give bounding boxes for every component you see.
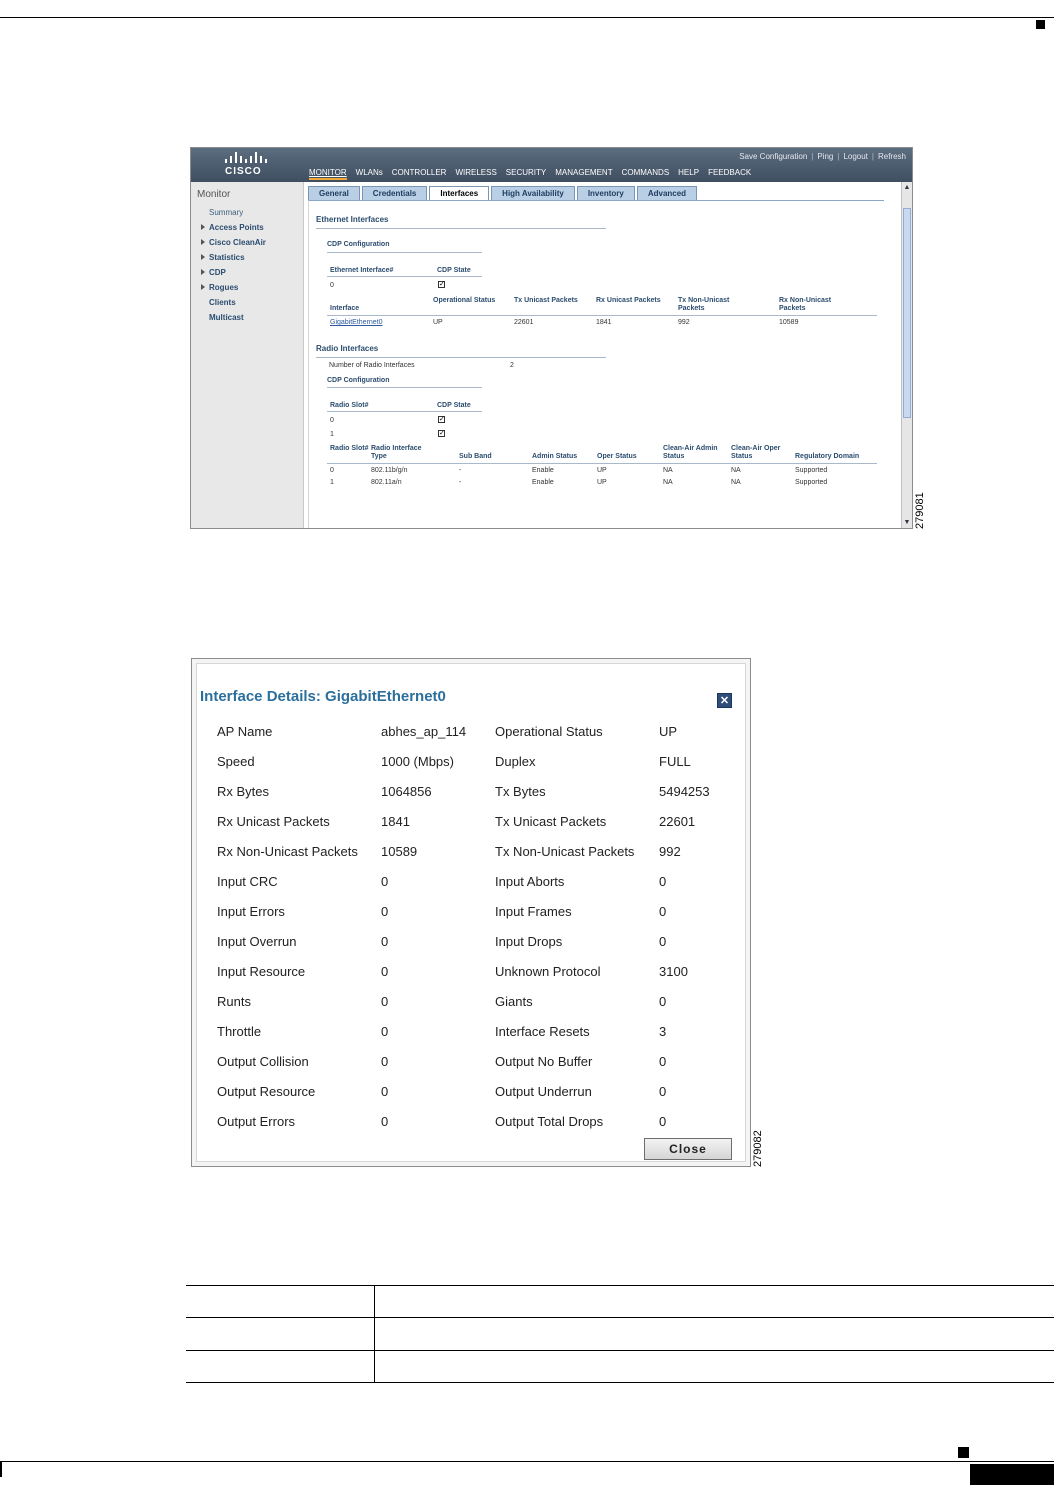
detail-label: Interface Resets (495, 1024, 590, 1039)
radio-cell: NA (731, 479, 741, 486)
num-radio-interfaces-label: Number of Radio Interfaces (329, 362, 415, 369)
ethernet-interfaces-heading: Ethernet Interfaces (316, 215, 389, 224)
sidebar-item-cdp[interactable] (201, 268, 226, 277)
wlc-header-bar (191, 148, 912, 182)
detail-value: 0 (381, 994, 389, 1009)
divider (316, 228, 606, 229)
menu-item-wlans[interactable]: WLANs (355, 168, 383, 177)
radio-cell: Enable (532, 467, 554, 474)
eth-header-2: Tx Unicast Packets (514, 297, 578, 304)
detail-label: Output Resource (217, 1084, 316, 1099)
detail-value: 3 (659, 1024, 667, 1039)
cisco-logo-bars-icon (225, 152, 267, 163)
table-rule (186, 1382, 1054, 1383)
menu-item-feedback[interactable]: FEEDBACK (708, 168, 752, 177)
sidebar-item-label: Summary (209, 208, 244, 217)
divider (327, 463, 877, 464)
eth-cell: UP (433, 319, 443, 326)
radio-cell: - (459, 467, 462, 474)
detail-label: Throttle (217, 1024, 262, 1039)
eth-header-0: Interface (330, 305, 360, 312)
detail-label: Output No Buffer (495, 1054, 593, 1069)
sidebar-item-cisco-cleanair[interactable] (201, 238, 266, 247)
table-column-rule (374, 1285, 375, 1383)
radio-cell: 1 (330, 479, 334, 486)
divider (327, 315, 877, 316)
eth-header-3: Rx Unicast Packets (596, 297, 661, 304)
page-footer-marker (958, 1447, 969, 1458)
sidebar-item-rogues[interactable] (201, 283, 238, 292)
sidebar-item-statistics[interactable] (201, 253, 245, 262)
detail-label: Rx Unicast Packets (217, 814, 330, 829)
dialog-body (196, 663, 746, 1162)
eth-cell: 22601 (514, 319, 534, 326)
ap-detail-tabs (308, 186, 697, 200)
table-rule (186, 1350, 1054, 1351)
page-number-block (970, 1464, 1054, 1485)
sidebar-item-multicast[interactable] (209, 313, 244, 322)
sidebar-item-summary[interactable] (209, 208, 243, 217)
detail-value: 0 (381, 1114, 389, 1129)
detail-value: 1064856 (381, 784, 432, 799)
detail-value: 0 (659, 874, 667, 889)
menu-item-help[interactable]: HELP (678, 168, 700, 177)
expand-arrow-icon (201, 224, 205, 230)
num-radio-interfaces-value: 2 (510, 362, 514, 369)
radio-header-0: Radio Slot# (330, 445, 369, 452)
page-footer-rule (0, 1461, 1054, 1462)
radio-cdp-config-heading: CDP Configuration (327, 377, 390, 384)
radio-cell: NA (731, 467, 741, 474)
detail-value: 0 (381, 1024, 389, 1039)
radio-cell: Supported (795, 479, 828, 486)
radio-cdp-header-slot: Radio Slot# (330, 402, 369, 409)
detail-label: Input Errors (217, 904, 285, 919)
detail-value: 0 (381, 874, 389, 889)
sidebar-item-label: Multicast (209, 313, 244, 322)
sidebar-item-label: Clients (209, 298, 236, 307)
divider (327, 387, 482, 388)
close-icon[interactable]: ✕ (717, 693, 732, 708)
radio-header-4: Oper Status (597, 453, 637, 460)
eth-cell: 1841 (596, 319, 612, 326)
sidebar-item-label: Access Points (209, 223, 264, 232)
detail-value: 22601 (659, 814, 696, 829)
page-top-rule (0, 17, 1054, 18)
menu-item-security[interactable]: SECURITY (505, 168, 547, 177)
radio-cell: Enable (532, 479, 554, 486)
close-button[interactable]: Close (644, 1138, 732, 1160)
monitor-sidebar (191, 182, 304, 528)
detail-value: 0 (659, 904, 667, 919)
cisco-logo (221, 152, 271, 180)
top-link-separator: | (811, 152, 814, 161)
dialog-title: Interface Details: GigabitEthernet0 (200, 688, 446, 705)
top-link-save-configuration[interactable]: Save Configuration (739, 152, 808, 161)
detail-label: Tx Non-Unicast Packets (495, 844, 635, 859)
expand-arrow-icon (201, 254, 205, 260)
tab-general[interactable]: General (308, 186, 360, 200)
radio-cell: 0 (330, 467, 334, 474)
detail-value: 0 (659, 1114, 667, 1129)
radio-header-1: Radio Interface Type (371, 445, 422, 460)
radio-cell: Supported (795, 467, 828, 474)
radio-cell: NA (663, 467, 673, 474)
radio-cdp-row-0-slot: 0 (330, 417, 334, 424)
eth-header-5: Rx Non-Unicast Packets (779, 297, 832, 312)
main-menu (309, 168, 751, 180)
scroll-up-icon[interactable]: ▲ (903, 184, 911, 191)
sidebar-item-label: CDP (209, 268, 226, 277)
detail-label: Input Aborts (495, 874, 565, 889)
page-corner-marker (1036, 20, 1045, 29)
expand-arrow-icon (201, 239, 205, 245)
detail-value: abhes_ap_114 (381, 724, 467, 739)
eth-cdp-row-0-interface: 0 (330, 282, 334, 289)
table-rule (186, 1317, 1054, 1318)
detail-value: 1000 (Mbps) (381, 754, 454, 769)
scroll-down-icon[interactable]: ▼ (903, 519, 911, 526)
cisco-wordmark: CISCO (225, 166, 262, 177)
divider (316, 357, 606, 358)
interfaces-panel (308, 200, 884, 528)
radio-cdp-row-1-slot: 1 (330, 431, 334, 438)
detail-label: Giants (495, 994, 533, 1009)
detail-value: 3100 (659, 964, 688, 979)
divider (327, 411, 482, 412)
menu-item-management[interactable]: MANAGEMENT (555, 168, 613, 177)
detail-label: Tx Unicast Packets (495, 814, 607, 829)
eth-header-1: Operational Status (433, 297, 496, 304)
detail-value: 0 (381, 904, 389, 919)
figure-2-id: 279082 (752, 1130, 764, 1167)
radio-header-5: Clean-Air Admin Status (663, 445, 718, 460)
detail-label: Input Resource (217, 964, 306, 979)
expand-arrow-icon (201, 284, 205, 290)
sidebar-item-access-points[interactable] (201, 223, 264, 232)
detail-value: 0 (659, 994, 667, 1009)
detail-value: FULL (659, 754, 691, 769)
divider (327, 276, 482, 277)
top-links (739, 152, 906, 161)
detail-label: Output Underrun (495, 1084, 592, 1099)
detail-value: UP (659, 724, 678, 739)
wlc-monitor-screenshot (190, 147, 913, 529)
top-link-ping[interactable]: Ping (817, 152, 834, 161)
radio-header-6: Clean-Air Oper Status (731, 445, 781, 460)
detail-label: Output Errors (217, 1114, 296, 1129)
tab-credentials[interactable]: Credentials (362, 186, 428, 200)
detail-label: Input Frames (495, 904, 572, 919)
top-link-refresh[interactable]: Refresh (877, 152, 906, 161)
detail-value: 1841 (381, 814, 410, 829)
detail-label: Duplex (495, 754, 536, 769)
detail-value: 5494253 (659, 784, 710, 799)
sidebar-title: Monitor (197, 189, 231, 200)
detail-label: Rx Bytes (217, 784, 270, 799)
detail-value: 0 (381, 934, 389, 949)
eth-cdp-header-interface: Ethernet Interface# (330, 267, 394, 274)
detail-label: Input Overrun (217, 934, 297, 949)
radio-cell: NA (663, 479, 673, 486)
radio-cdp-header-state: CDP State (437, 402, 471, 409)
detail-value: 0 (381, 1054, 389, 1069)
parameter-table (186, 1285, 1054, 1383)
radio-cell: UP (597, 479, 607, 486)
top-link-separator: | (871, 152, 874, 161)
detail-label: Output Total Drops (495, 1114, 604, 1129)
tab-inventory[interactable]: Inventory (577, 186, 635, 200)
divider (327, 252, 482, 253)
detail-label: Runts (217, 994, 251, 1009)
detail-label: Input CRC (217, 874, 278, 889)
eth-cell: 10589 (779, 319, 799, 326)
content-scrollbar[interactable] (901, 182, 912, 528)
menu-item-controller[interactable]: CONTROLLER (391, 168, 447, 177)
radio-cell: 802.11a/n (371, 479, 402, 486)
detail-label: Unknown Protocol (495, 964, 601, 979)
expand-arrow-icon (201, 269, 205, 275)
detail-label: Tx Bytes (495, 784, 546, 799)
eth-header-4: Tx Non-Unicast Packets (678, 297, 730, 312)
detail-label: Input Drops (495, 934, 563, 949)
menu-item-commands[interactable]: COMMANDS (621, 168, 670, 177)
sidebar-item-label: Statistics (209, 253, 245, 262)
monitor-content (308, 186, 884, 528)
radio-header-3: Admin Status (532, 453, 578, 460)
sidebar-item-clients[interactable] (209, 298, 236, 307)
table-rule (186, 1285, 1054, 1286)
menu-item-monitor[interactable]: MONITOR (309, 168, 347, 180)
radio-interfaces-heading: Radio Interfaces (316, 344, 379, 353)
detail-value: 10589 (381, 844, 418, 859)
detail-label: Output Collision (217, 1054, 309, 1069)
tab-advanced[interactable]: Advanced (637, 186, 697, 200)
top-link-logout[interactable]: Logout (843, 152, 868, 161)
eth-cdp-header-state: CDP State (437, 267, 471, 274)
detail-value: 992 (659, 844, 681, 859)
radio-cell: 802.11b/g/n (371, 467, 408, 474)
interface-details-dialog (191, 658, 751, 1167)
detail-label: Rx Non-Unicast Packets (217, 844, 358, 859)
radio-cdp-row-0-checkbox[interactable]: ✓ (439, 416, 445, 423)
eth-cdp-row-0-checkbox[interactable]: ✓ (439, 281, 445, 288)
detail-label: AP Name (217, 724, 273, 739)
top-link-separator: | (837, 152, 840, 161)
interface-link[interactable]: GigabitEthernet0 (330, 319, 383, 326)
detail-value: 0 (381, 964, 389, 979)
page-footer-tick (0, 1461, 2, 1477)
tab-high-availability[interactable]: High Availability (491, 186, 575, 200)
tab-interfaces[interactable]: Interfaces (429, 186, 489, 200)
eth-cdp-config-heading: CDP Configuration (327, 241, 390, 248)
eth-cell: 992 (678, 319, 690, 326)
radio-header-7: Regulatory Domain (795, 453, 860, 460)
sidebar-item-label: Cisco CleanAir (209, 238, 266, 247)
detail-value: 0 (659, 934, 667, 949)
detail-value: 0 (659, 1054, 667, 1069)
radio-cell: - (459, 479, 462, 486)
radio-cdp-row-1-checkbox[interactable]: ✓ (439, 430, 445, 437)
scroll-thumb[interactable] (903, 208, 911, 418)
detail-label: Operational Status (495, 724, 603, 739)
detail-value: 0 (381, 1084, 389, 1099)
radio-cell: UP (597, 467, 607, 474)
sidebar-item-label: Rogues (209, 283, 239, 292)
menu-item-wireless[interactable]: WIRELESS (455, 168, 497, 177)
figure-1-id: 279081 (914, 492, 926, 529)
detail-value: 0 (659, 1084, 667, 1099)
detail-label: Speed (217, 754, 255, 769)
radio-header-2: Sub Band (459, 453, 492, 460)
